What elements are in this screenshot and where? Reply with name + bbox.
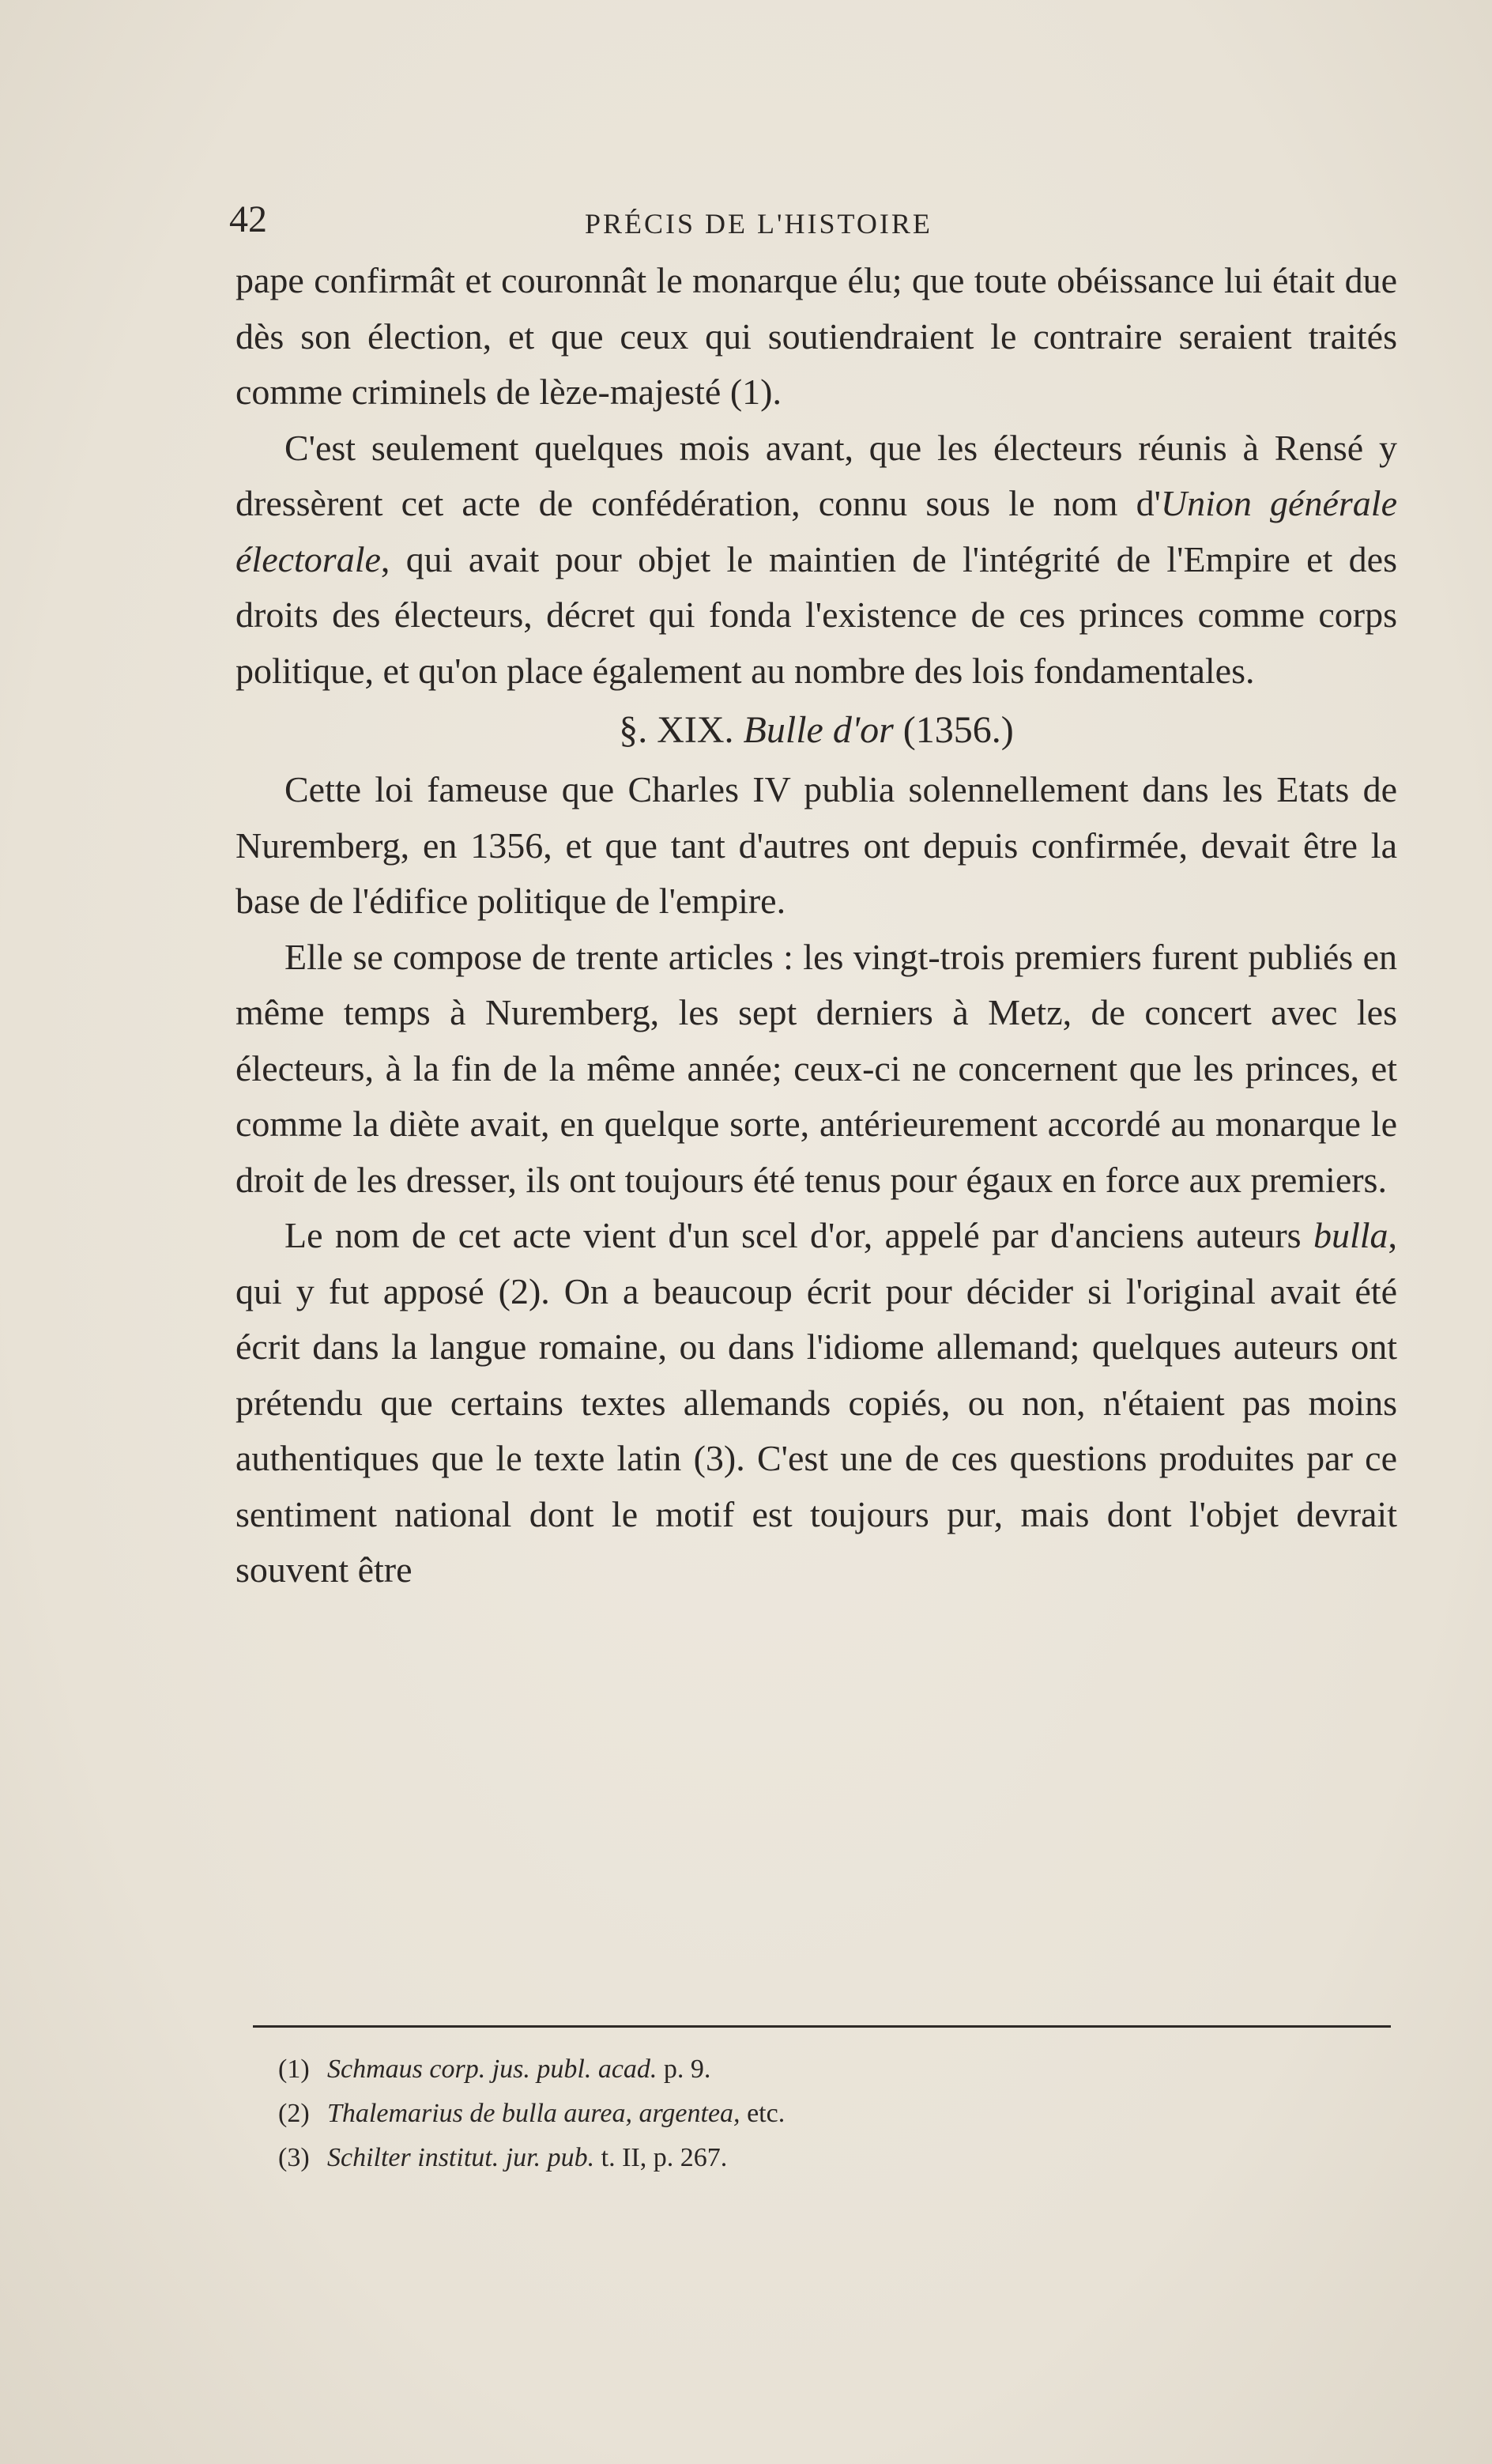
footnote-ref: (2) (278, 2099, 310, 2128)
paragraph-2: C'est seulement quelques mois avant, que les électeurs réunis à Rensé y dressèrent cet acte de confédération, connu sous le nom d'Union générale électorale, qui avait pour objet le maintien de l'intégrité de l'Empire et des droits des électeurs, décret qui fonda l'existence de ces princes comme corps politique, et qu'on place également au nombre des lois fondamentales. (235, 427, 1397, 691)
paragraph-4: Elle se compose de trente articles : les vingt-trois premiers furent publiés en même temps à Nuremberg, les sept derniers à Metz, de concert avec les électeurs, à la fin de la même année; ceux-ci ne concernent que les princes, et comme la diète avait, en quelque sorte, antérieurement accordé au monarque le droit de les dresser, ils ont toujours été tenus pour égaux en force aux premiers. (235, 936, 1397, 1200)
footnote-1 (278, 2047, 1385, 2092)
footnote-tail: p. 9. (657, 2055, 711, 2084)
bulla-term: bulla (1313, 1215, 1388, 1255)
paragraph-1: pape confirmât et couronnât le monarque élu; que toute obéissance lui était due dès son élection, et que ceux qui soutiendraient le contraire seraient traités comme criminels de lèze-majesté (1). (235, 260, 1397, 412)
body-text (235, 253, 1397, 1598)
footnote-3 (278, 2136, 1385, 2180)
footnote-text: Schilter institut. jur. pub. (327, 2143, 595, 2172)
page-number: 42 (229, 198, 267, 240)
union-electorale-term: Union générale électorale (235, 483, 1397, 579)
footnote-ref: (3) (278, 2143, 310, 2172)
section-heading (235, 702, 1397, 759)
running-head: PRÉCIS DE L'HISTOIRE (585, 208, 932, 240)
footnote-text: Schmaus corp. jus. publ. acad. (327, 2055, 657, 2084)
footnote-text: Thalemarius de bulla aurea, argentea, (327, 2099, 740, 2128)
footnote-2 (278, 2092, 1385, 2136)
paragraph-5: Le nom de cet acte vient d'un scel d'or, appelé par d'anciens auteurs bulla, qui y fut apposé (2). On a beaucoup écrit pour décider si l'original avait été écrit dans la langue romaine, ou dans l'idiome allemand; quelques auteurs ont prétendu que certains textes allemands copiés, ou non, n'étaient pas moins authentiques que le texte latin (3). C'est une de ces questions produites par ce sentiment national dont le motif est toujours pur, mais dont l'objet devrait souvent être (235, 1215, 1397, 1590)
footnotes (278, 2047, 1385, 2180)
footnote-tail: etc. (740, 2099, 786, 2128)
page-header (229, 198, 1391, 253)
footnote-ref: (1) (278, 2055, 310, 2084)
paragraph-3: Cette loi fameuse que Charles IV publia solennellement dans les Etats de Nuremberg, en 1356, et que tant d'autres ont depuis confirmée, devait être la base de l'édifice politique de l'empire. (235, 769, 1397, 921)
section-title: Bulle d'or (743, 709, 894, 751)
footnote-rule (253, 2025, 1391, 2028)
footnote-tail: t. II, p. 267. (594, 2143, 728, 2172)
section-number: §. XIX. (619, 709, 734, 751)
section-year: (1356.) (902, 709, 1014, 751)
